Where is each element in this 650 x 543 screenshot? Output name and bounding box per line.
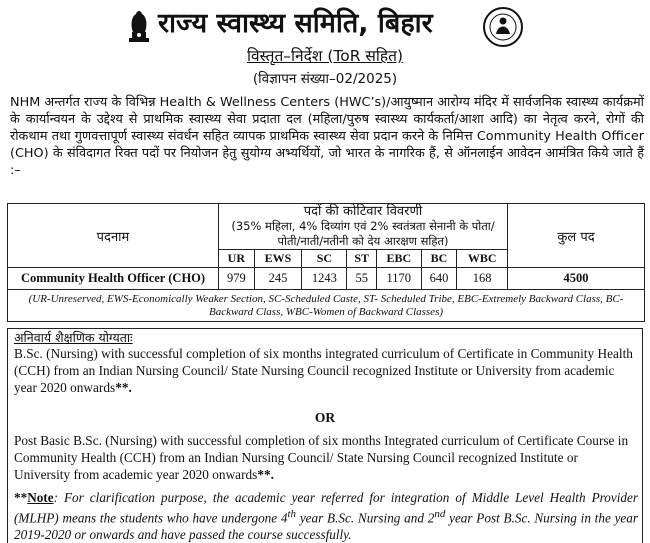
legend-row <box>8 290 645 322</box>
category-label: BC <box>421 250 457 268</box>
qualification-option-2: Post Basic B.Sc. (Nursing) with successful completion of six months Integrated curriculum of Certificate Course in Community Health (CCH) from an Indian Nursing Council/ State Nursing Council recognized Institute or University from academic year 2020 onwards**. <box>14 433 629 482</box>
category-value: 640 <box>421 268 457 290</box>
category-header-note: (35% महिला, 4% दिव्यांग एवं 2% स्वतंत्रता सेनानी के पोता/पोती/नाती/नतीनी को देय आरक्षण सहित) <box>231 219 495 248</box>
category-value: 168 <box>457 268 508 290</box>
document-subtitle: विस्तृत–निर्देश (ToR सहित) <box>246 47 404 65</box>
table-header-row <box>8 204 645 250</box>
organization-title: राज्य स्वास्थ्य समिति, बिहार <box>158 8 433 39</box>
or-separator: OR <box>314 410 336 425</box>
nhm-logo-icon <box>482 6 524 48</box>
category-column-header <box>219 204 508 250</box>
category-value: 1170 <box>376 268 421 290</box>
category-label: ST <box>347 250 377 268</box>
category-value: 979 <box>219 268 255 290</box>
clarification-note: **Note: For clarification purpose, the academic year referred for integration of Middle Level Health Provider (MLHP) means the students who have undergone 4th year B.Sc. Nursing and 2nd year Post B.Sc. Nursing in the year 2019-2020 or onwards and have passed the course successfully. <box>14 490 638 543</box>
category-value: 245 <box>254 268 302 290</box>
state-emblem-icon <box>124 6 154 44</box>
total-column-header: कुल पद <box>508 204 645 268</box>
category-legend: (UR-Unreserved, EWS-Economically Weaker Section, SC-Scheduled Caste, ST- Scheduled Tribe, EBC-Extremely Backward Class, BC-Backward Class, WBC-Women of Backward Classes) <box>8 290 645 322</box>
category-header-title: पदों की कोटिवार विवरणी <box>303 204 423 219</box>
category-value: 1243 <box>302 268 347 290</box>
category-value: 55 <box>347 268 377 290</box>
category-label: EBC <box>376 250 421 268</box>
vacancy-table <box>7 203 645 322</box>
letterhead <box>0 4 650 48</box>
total-posts: 4500 <box>508 268 645 290</box>
qualification-heading: अनिवार्य शैक्षणिक योग्यताः <box>14 330 133 345</box>
intro-paragraph: NHM अन्तर्गत राज्य के विभिन्न Health & Wellness Centers (HWC’s)/आयुष्मान आरोग्य मंदिर में सार्वजनिक स्वास्थ्य कार्यक्रमों के कार्यान्वयन के उद्देश्य से प्राथमिक स्वास्थ्य सेवा प्रदाता दल (महिला/पुरुष स्वास्थ्य कार्यकर्ता/आशा आदि) का नेतृत्व करने, रोगों की रोकथाम तथा गुणवत्तापूर्ण स्वास्थ्य संवर्धन सहित व्यापक प्राथमिक स्वास्थ्य सेवा प्रदान करने के निमित्त Community Health Officer (CHO) के संविदागत रिक्त पदों पर नियोजन हेतु सुयोग्य अभ्यर्थियों, जो भारत के नागरिक हैं, से ऑनलाईन आवेदन आमंत्रित किये जाते हैं :– <box>10 95 644 178</box>
qualification-option-1: B.Sc. (Nursing) with successful completion of six months integrated curriculum of Certificate in Community Health (CCH) from an Indian Nursing Council/ State Nursing Council recognized Institute or University from academic year 2020 onwards**. <box>14 346 633 395</box>
category-label: SC <box>302 250 347 268</box>
post-name: Community Health Officer (CHO) <box>8 268 219 290</box>
advertisement-number: (विज्ञापन संख्या–02/2025) <box>252 71 398 87</box>
table-row <box>8 268 645 290</box>
category-label: EWS <box>254 250 302 268</box>
category-label: UR <box>219 250 255 268</box>
category-label: WBC <box>457 250 508 268</box>
post-column-header: पदनाम <box>8 204 219 268</box>
